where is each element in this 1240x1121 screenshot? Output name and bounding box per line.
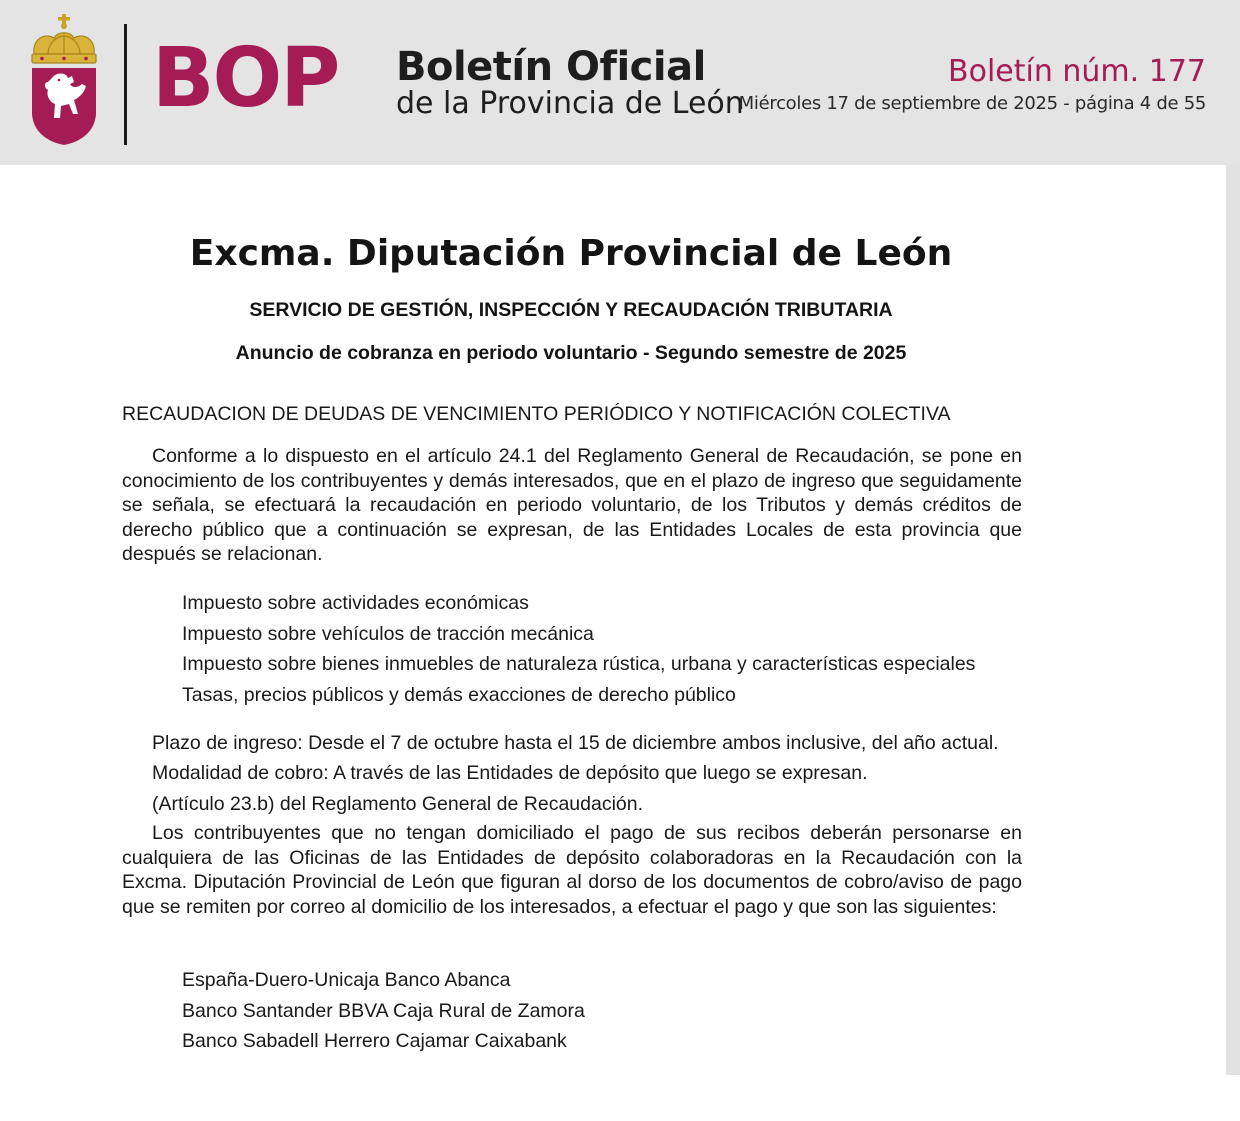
payment-deadline: Plazo de ingreso: Desde el 7 de octubre hasta el 15 de diciembre ambos inclusive, del año actual. (152, 732, 999, 754)
header-divider (124, 24, 127, 145)
tax-item: Tasas, precios públicos y demás exacciones de derecho público (182, 683, 736, 706)
tax-item: Impuesto sobre vehículos de tracción mecánica (182, 622, 594, 645)
bulletin-subtitle: de la Provincia de León (396, 86, 744, 121)
bop-logo: BOP (152, 31, 339, 126)
bank-item: Banco Sabadell Herrero Cajamar Caixabank (182, 1030, 567, 1052)
section-heading: RECAUDACION DE DEUDAS DE VENCIMIENTO PERIÓDICO Y NOTIFICACIÓN COLECTIVA (122, 403, 951, 425)
org-title: Excma. Diputación Provincial de León (189, 233, 953, 274)
payment-mode: Modalidad de cobro: A través de las Entidades de depósito que luego se expresan. (152, 762, 868, 784)
announcement-title: Anuncio de cobranza en periodo voluntario - Segundo semestre de 2025 (235, 342, 907, 364)
leon-crest-icon (28, 14, 100, 146)
service-title: SERVICIO DE GESTIÓN, INSPECCIÓN Y RECAUDACIÓN TRIBUTARIA (249, 299, 893, 321)
bank-item: Banco Santander BBVA Caja Rural de Zamora (182, 999, 585, 1022)
page-edge-strip (1226, 165, 1240, 1075)
tax-item: Impuesto sobre actividades económicas (182, 592, 529, 614)
intro-paragraph: Conforme a lo dispuesto en el artículo 24.1 del Reglamento General de Recaudación, se pone en conocimiento de los contribuyentes y demás interesados, que en el plazo de ingreso que seguidamente se señala, se efectuará la recaudación en periodo voluntario, de los Tributos y demás créditos de derecho público que a continuación se expresan, de las Entidades Locales de esta provincia que después se relacionan. (122, 445, 1022, 566)
bop-header (0, 0, 1240, 165)
article-reference: (Artículo 23.b) del Reglamento General de Recaudación. (152, 793, 644, 815)
tax-list (182, 588, 1042, 710)
tax-item: Impuesto sobre bienes inmuebles de naturaleza rústica, urbana y características especiales (182, 653, 976, 675)
bulletin-title: Boletín Oficial (396, 44, 706, 90)
bulletin-date-page: Miércoles 17 de septiembre de 2025 - página 4 de 55 (738, 93, 1206, 114)
instructions-paragraph: Los contribuyentes que no tengan domiciliado el pago de sus recibos deberán personarse en cualquiera de las Oficinas de las Entidades de depósito colaboradoras en la Recaudación con la Excma. Diputación Provincial de León que figuran al dorso de los documentos de cobro/aviso de pago que se remiten por correo al domicilio de los interesados, a efectuar el pago y que son las siguientes: (122, 822, 1022, 918)
bank-list (182, 965, 1042, 1057)
bulletin-number: Boletín núm. 177 (948, 54, 1206, 89)
bank-item: España-Duero-Unicaja Banco Abanca (182, 969, 511, 991)
